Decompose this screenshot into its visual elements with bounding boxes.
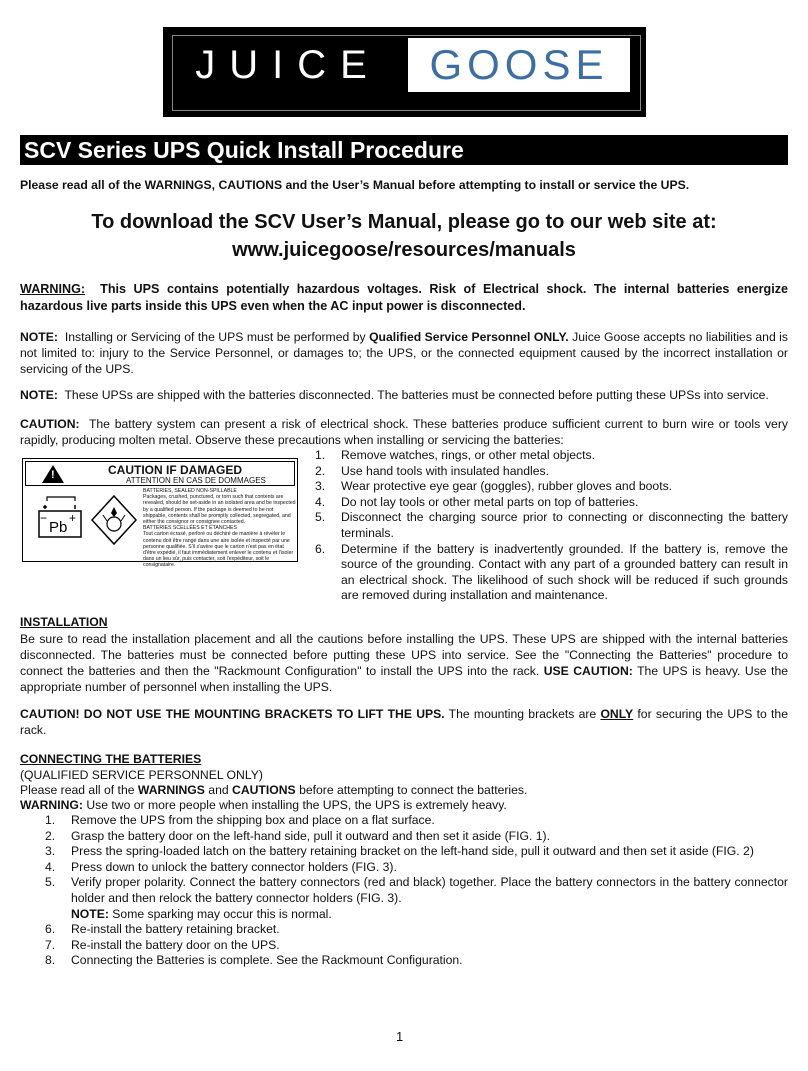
step-note-text: Some sparking may occur this is normal.	[108, 906, 332, 921]
download-line-1: To download the SCV User’s Manual, please go to our web site at:	[91, 211, 717, 233]
list-item: 2. Grasp the battery door on the left-hand side, pull it outward and then set it aside (FIG. 1).	[45, 828, 550, 843]
svg-text:+: +	[69, 511, 77, 525]
installation-heading: INSTALLATION	[20, 615, 108, 629]
note-label: NOTE:	[20, 330, 58, 344]
svg-text:−: −	[40, 511, 48, 525]
page-number: 1	[396, 1029, 404, 1044]
connecting-subheading: (QUALIFIED SERVICE PERSONNEL ONLY)	[20, 768, 263, 782]
step-note-label: NOTE:	[71, 906, 109, 921]
list-item: 8. Connecting the Batteries is complete. See the Rackmount Configuration.	[45, 953, 463, 968]
battery-pb-icon	[37, 495, 85, 543]
caution-text: The battery system can present a risk of electrical shock. These batteries produce sufficient current to burn wire or tools very rapidly, producing molten metal. Observe these precautions when installing or servicing the batteries:	[20, 417, 788, 447]
intro-text: Please read all of the WARNINGS, CAUTIONS and the User’s Manual before attempting to install or service the UPS.	[20, 178, 690, 192]
connecting-read-notice: Please read all of the WARNINGS and CAUTIONS before attempting to connect the batteries.	[20, 783, 528, 797]
list-item: 5. Disconnect the charging source prior to connecting or disconnecting the battery terminals.	[315, 510, 788, 540]
caution-brackets: CAUTION! DO NOT USE THE MOUNTING BRACKETS TO LIFT THE UPS. The mounting brackets are ONLY for securing the UPS to the rack.	[20, 707, 788, 737]
caution-paragraph	[20, 416, 788, 448]
caution-label: CAUTION:	[20, 417, 80, 431]
note-text-pre: Installing or Servicing of the UPS must be performed by	[64, 330, 370, 344]
logo-word-juice: JUICE	[195, 42, 381, 87]
list-item: 1. Remove watches, rings, or other metal objects.	[315, 448, 596, 462]
warning-paragraph	[20, 281, 788, 315]
oxidizer-hazard-icon	[89, 491, 139, 549]
label-subtitle: ATTENTION EN CAS DE DOMMAGES	[126, 476, 266, 485]
note-qualified	[20, 329, 788, 377]
note-text: These UPSs are shipped with the batteries disconnected. The batteries must be connected before putting these UPSs into service.	[64, 388, 769, 402]
precaution-list	[315, 448, 788, 604]
installation-paragraph: Be sure to read the installation placement and all the cautions before installing the UPS. These UPS are shipped with the internal batteries disconnected. The batteries must be connected before putting these UPS into service. See the "Connecting the Batteries" procedure to connect the batteries and then the "Rackmount Configuration" to install the UPS into the rack. USE CAUTION: The UPS is heavy. Use the appropriate number of personnel when installing the UPS.	[20, 632, 788, 694]
list-item: 4. Press down to unlock the battery connector holders (FIG. 3).	[45, 859, 397, 874]
connecting-warning: WARNING: Use two or more people when installing the UPS, the UPS is extremely heavy.	[20, 798, 507, 812]
list-item: 3. Press the spring-loaded latch on the battery retaining bracket on the left-hand side, pull it outward and then set it aside (FIG. 2)	[45, 844, 754, 859]
list-item: 1. Remove the UPS from the shipping box and place on a flat surface.	[45, 813, 435, 827]
warning-label: WARNING:	[20, 282, 86, 296]
note-batteries	[20, 387, 788, 403]
note-text-post: Juice Goose accepts no liabilities and is not limited to: injury to the Service Personnel, or damages to; the UPS, or the connected equipment caused by the incorrect installation or servicing of the UPS.	[20, 330, 788, 376]
note-text-bold: Qualified Service Personnel ONLY.	[369, 330, 569, 344]
list-item: 6. Determine if the battery is inadvertently grounded. If the battery is, remove the source of the grounding. Contact with any part of a grounded battery can result in an electrical shock. The likelihood of such shock will be reduced if such grounds are removed during installation and maintenance.	[315, 541, 788, 603]
pb-symbol: Pb	[49, 519, 68, 536]
download-line-2: www.juicegoose/resources/manuals	[232, 239, 576, 261]
label-fine-print: BATTERIES, SEALED NON-SPILLABLE Packages, crushed, punctured, or torn such that contents are revealed, should be set-aside in an isolated area and be inspected by a qualified person. If the package is deemed to be not shippable, contents shall be promptly collected, segregated, and either the consignor or consignee contacted. BATTERIES SCELLÉES ET ÉTANCHES Tout carton écrasé, perforé ou déchiré de manière à révéler le contenu doit être rangé dans une aire isolée et inspecté par une personne qualifiée. S'il s'avère que le carton n'est pas en état d'être expédié, il faut immédiatement enlever le contenu et l'isoler dans un lieu sûr, puis contacter, soit l'expéditeur, soit le consignataire.	[143, 488, 296, 569]
label-title: CAUTION IF DAMAGED	[108, 463, 242, 477]
battery-caution-label	[22, 458, 298, 569]
connecting-heading: CONNECTING THE BATTERIES	[20, 752, 202, 766]
list-item: 6. Re-install the battery retaining bracket.	[45, 922, 280, 937]
list-item: 2. Use hand tools with insulated handles.	[315, 463, 549, 478]
logo-word-goose: GOOSE	[408, 38, 630, 92]
page-title: SCV Series UPS Quick Install Procedure	[20, 135, 788, 165]
juice-goose-logo	[163, 27, 646, 117]
list-item: 7. Re-install the battery door on the UPS.	[45, 937, 280, 952]
label-header	[25, 461, 295, 486]
connecting-steps-list	[45, 813, 788, 969]
warning-text: This UPS contains potentially hazardous voltages. Risk of Electrical shock. The internal batteries energize hazardous live parts inside this UPS even when the AC input power is disconnected.	[20, 282, 788, 313]
list-item: 3. Wear protective eye gear (goggles), rubber gloves and boots.	[315, 479, 673, 494]
note-label: NOTE:	[20, 388, 58, 402]
list-item: 4. Do not lay tools or other metal parts on top of batteries.	[315, 494, 639, 509]
list-item: 5. Verify proper polarity. Connect the battery connectors (red and black) together. Place the battery connectors in the battery connector holder and then relock the battery connector holders (FIG. 3). NOTE: Some sparking may occur this is normal.	[45, 875, 788, 921]
warning-triangle-icon: !	[42, 465, 64, 483]
